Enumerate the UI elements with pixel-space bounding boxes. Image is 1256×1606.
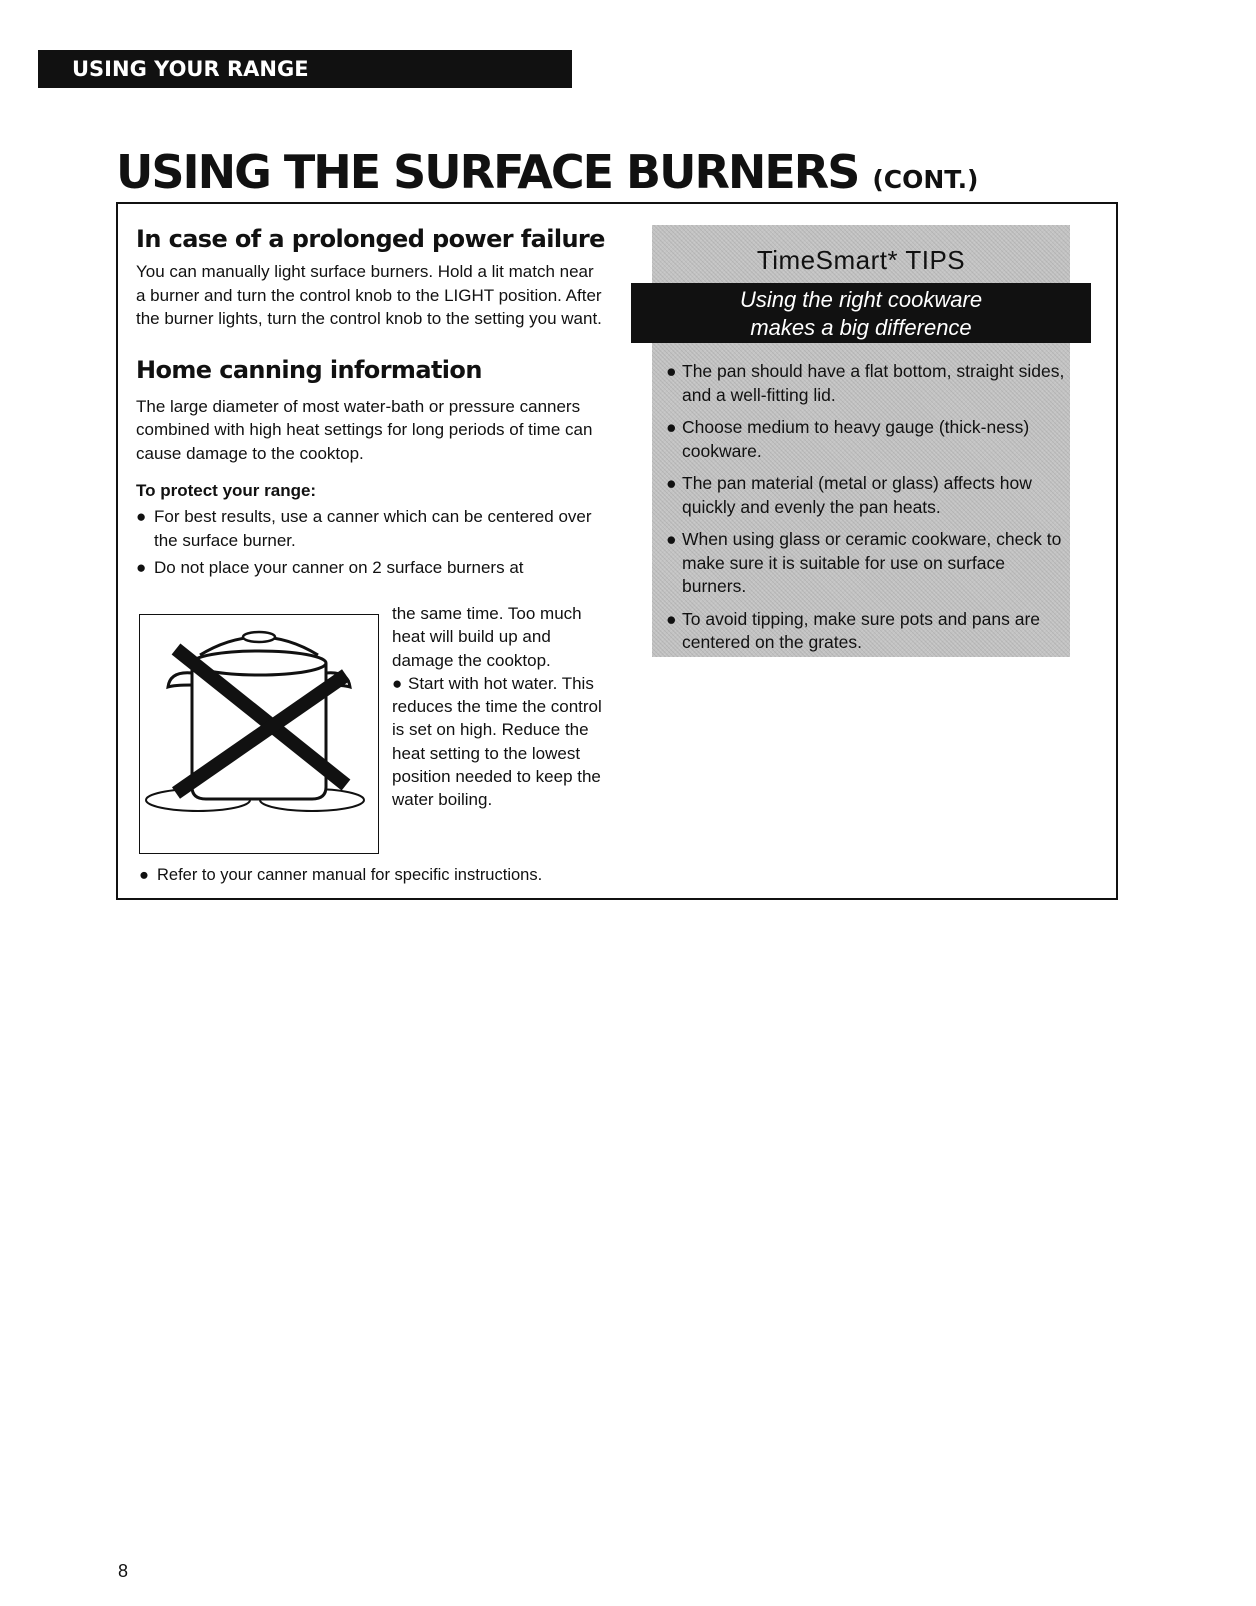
tip-item-text: To avoid tipping, make sure pots and pans are centered on the grates. (682, 608, 1040, 652)
home-canning-heading: Home canning information (136, 355, 482, 384)
tip-item (666, 416, 1066, 463)
bullet-dot: ● (666, 473, 677, 493)
section-label: USING YOUR RANGE (72, 57, 309, 81)
content-frame-left (116, 202, 118, 900)
home-canning-body: The large diameter of most water-bath or pressure canners combined with high heat settings for long periods of time can cause damage to the cooktop. (136, 396, 593, 463)
tip-item (666, 360, 1066, 407)
canning-bullet-4-text: Refer to your canner manual for specific instructions. (157, 866, 543, 884)
content-frame-right (1116, 202, 1118, 900)
bullet-dot: ● (392, 673, 403, 693)
bullet-dot: ● (136, 507, 147, 526)
page-number: 8 (118, 1561, 129, 1581)
tip-item-text: The pan material (metal or glass) affects how quickly and evenly the pan heats. (682, 473, 1032, 517)
tip-item-text: When using glass or ceramic cookware, check to make sure it is suitable for use on surface burners. (682, 529, 1062, 596)
tips-banner (631, 283, 1091, 343)
canning-bullet-2-rest: the same time. Too much heat will build up and damage the cooktop. (392, 604, 582, 670)
bullet-dot: ● (666, 361, 677, 381)
content-frame-top (116, 202, 1118, 204)
power-failure-heading: In case of a prolonged power failure (136, 225, 605, 253)
tip-item (666, 472, 1066, 519)
content-frame-bottom (116, 898, 1118, 900)
page-title (116, 142, 979, 210)
bullet-dot: ● (666, 529, 677, 549)
bullet-dot: ● (136, 558, 147, 577)
tip-item (666, 608, 1066, 655)
protect-range-heading: To protect your range: (136, 481, 317, 500)
canning-bullet-2-start: Do not place your canner on 2 surface burners at (154, 558, 524, 577)
canner-illustration (139, 614, 379, 854)
tips-list (666, 360, 1066, 664)
bullet-dot: ● (666, 608, 677, 629)
tip-item (666, 528, 1066, 599)
canning-bullet-4 (139, 864, 619, 886)
tip-item-text: The pan should have a flat bottom, straight sides, and a well-fitting lid. (682, 361, 1065, 405)
left-column (136, 222, 606, 580)
bullet-dot: ● (139, 866, 149, 884)
tips-banner-line-2: makes a big difference (750, 315, 972, 340)
canning-bullet-3-text: Start with hot water. This reduces the time the control is set on high. Reduce the heat setting to the lowest position needed to keep the water boiling. (392, 673, 602, 810)
canner-on-two-burners-crossed-out-icon (140, 615, 377, 852)
canning-bullet-3 (392, 672, 612, 812)
power-failure-body: You can manually light surface burners. Hold a lit match near a burner and turn the control knob to the LIGHT position. After the burner lights, turn the control knob to the setting you want. (136, 262, 602, 328)
canning-wrap-text (392, 602, 612, 812)
tip-item-text: Choose medium to heavy gauge (thick-ness) cookware. (682, 417, 1030, 461)
canning-bullet-1-text: For best results, use a canner which can be centered over the surface burner. (154, 507, 592, 550)
page-title-suffix: (CONT.) (872, 165, 979, 194)
bullet-dot: ● (666, 417, 677, 437)
section-header-bar (38, 50, 572, 88)
canning-bullet-1 (136, 505, 606, 552)
tips-logo: TimeSmart* TIPS (756, 245, 966, 275)
page-title-main: USING THE SURFACE BURNERS (116, 145, 859, 199)
canning-bullet-2 (136, 556, 606, 580)
tips-banner-line-1: Using the right cookware (739, 287, 983, 312)
